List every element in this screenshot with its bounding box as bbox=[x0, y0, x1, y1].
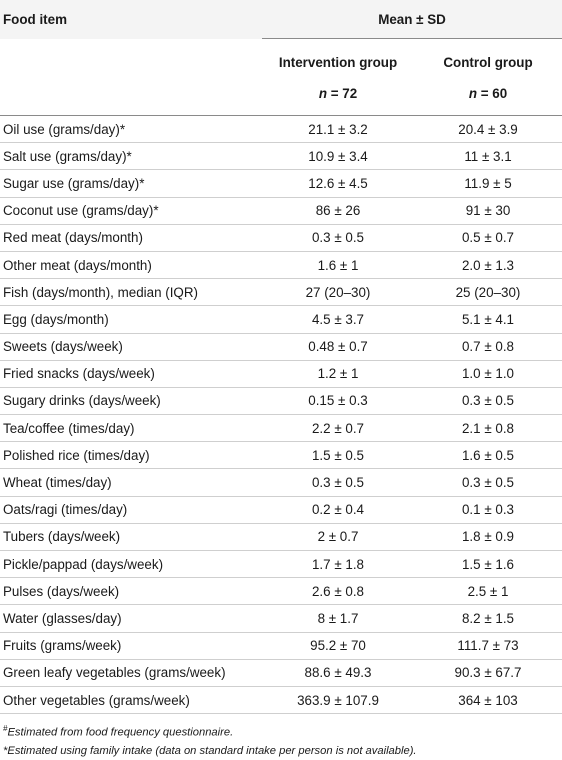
food-item-cell: Fried snacks (days/week) bbox=[0, 360, 262, 387]
food-item-cell: Sugary drinks (days/week) bbox=[0, 387, 262, 414]
intervention-group-header: Intervention group bbox=[278, 54, 398, 70]
food-item-cell: Salt use (grams/day)* bbox=[0, 143, 262, 170]
table-row bbox=[0, 551, 562, 578]
header-row-3 bbox=[0, 77, 562, 116]
intervention-value-cell: 10.9 ± 3.4 bbox=[262, 143, 414, 170]
table-row bbox=[0, 659, 562, 686]
table-row bbox=[0, 224, 562, 251]
intervention-value-cell: 1.6 ± 1 bbox=[262, 251, 414, 278]
control-value-cell: 20.4 ± 3.9 bbox=[458, 121, 518, 137]
intervention-value-cell: 1.7 ± 1.8 bbox=[262, 551, 414, 578]
food-item-cell: Sugar use (grams/day)* bbox=[0, 170, 262, 197]
control-value-cell: 90.3 ± 67.7 bbox=[414, 659, 562, 686]
table-row bbox=[0, 116, 562, 143]
food-item-cell: Water (glasses/day) bbox=[0, 605, 262, 632]
control-n-header bbox=[414, 77, 562, 116]
intervention-value-cell: 0.3 ± 0.5 bbox=[262, 224, 414, 251]
table-row bbox=[0, 442, 562, 469]
table-row bbox=[0, 333, 562, 360]
table-row bbox=[0, 686, 562, 713]
intervention-value-cell: 2.2 ± 0.7 bbox=[262, 415, 414, 442]
intervention-value-cell: 86 ± 26 bbox=[262, 197, 414, 224]
control-value-cell: 11 ± 3.1 bbox=[414, 143, 562, 170]
control-value-cell: 1.8 ± 0.9 bbox=[414, 523, 562, 550]
control-value-cell: 1.0 ± 1.0 bbox=[414, 360, 562, 387]
n-symbol: n bbox=[318, 85, 328, 101]
control-value-cell: 0.1 ± 0.3 bbox=[414, 496, 562, 523]
intervention-value-cell: 95.2 ± 70 bbox=[262, 632, 414, 659]
table-row bbox=[0, 523, 562, 550]
table-row bbox=[0, 387, 562, 414]
food-item-cell: Oats/ragi (times/day) bbox=[0, 496, 262, 523]
intervention-value-cell: 2 ± 0.7 bbox=[262, 523, 414, 550]
food-item-cell: Polished rice (times/day) bbox=[0, 442, 262, 469]
empty-header-cell bbox=[0, 77, 262, 116]
intervention-value-cell: 363.9 ± 107.9 bbox=[262, 686, 414, 713]
table-body bbox=[0, 116, 562, 714]
food-item-cell: Pickle/pappad (days/week) bbox=[0, 551, 262, 578]
food-item-cell: Egg (days/month) bbox=[0, 306, 262, 333]
control-group-header: Control group bbox=[443, 54, 533, 70]
intervention-value-cell: 27 (20–30) bbox=[262, 279, 414, 306]
food-item-cell: Oil use (grams/day)* bbox=[3, 121, 126, 137]
food-item-cell: Tubers (days/week) bbox=[0, 523, 262, 550]
control-value-cell: 0.7 ± 0.8 bbox=[414, 333, 562, 360]
mean-sd-header: Mean ± SD bbox=[262, 0, 562, 39]
food-item-cell: Other vegetables (grams/week) bbox=[0, 686, 262, 713]
table-row bbox=[0, 578, 562, 605]
control-value-cell: 0.3 ± 0.5 bbox=[414, 387, 562, 414]
control-value-cell: 111.7 ± 73 bbox=[414, 632, 562, 659]
food-item-cell: Pulses (days/week) bbox=[0, 578, 262, 605]
food-item-cell: Coconut use (grams/day)* bbox=[0, 197, 262, 224]
control-value-cell: 1.5 ± 1.6 bbox=[414, 551, 562, 578]
intervention-value-cell: 0.2 ± 0.4 bbox=[262, 496, 414, 523]
table-row bbox=[0, 469, 562, 496]
table-row bbox=[0, 632, 562, 659]
table-row bbox=[0, 279, 562, 306]
intervention-value-cell: 4.5 ± 3.7 bbox=[262, 306, 414, 333]
table-row bbox=[0, 415, 562, 442]
table-row bbox=[0, 306, 562, 333]
control-value-cell: 1.6 ± 0.5 bbox=[414, 442, 562, 469]
intervention-value-cell: 88.6 ± 49.3 bbox=[262, 659, 414, 686]
food-item-cell: Wheat (times/day) bbox=[0, 469, 262, 496]
food-item-header: Food item bbox=[0, 0, 262, 39]
control-value-cell: 11.9 ± 5 bbox=[414, 170, 562, 197]
intervention-value-cell: 0.15 ± 0.3 bbox=[262, 387, 414, 414]
food-item-cell: Sweets (days/week) bbox=[0, 333, 262, 360]
food-item-cell: Fruits (grams/week) bbox=[0, 632, 262, 659]
food-item-cell: Other meat (days/month) bbox=[0, 251, 262, 278]
control-value-cell: 2.0 ± 1.3 bbox=[414, 251, 562, 278]
control-value-cell: 5.1 ± 4.1 bbox=[414, 306, 562, 333]
n-value: = 60 bbox=[477, 85, 508, 101]
table-row bbox=[0, 360, 562, 387]
table-row bbox=[0, 197, 562, 224]
control-value-cell: 0.5 ± 0.7 bbox=[414, 224, 562, 251]
n-symbol: n bbox=[468, 85, 478, 101]
intervention-value-cell: 8 ± 1.7 bbox=[262, 605, 414, 632]
control-value-cell: 364 ± 103 bbox=[414, 686, 562, 713]
food-item-cell: Fish (days/month), median (IQR) bbox=[0, 279, 262, 306]
hash-mark: # bbox=[3, 724, 8, 734]
footnote-hash-text: Estimated from food frequency questionnaire. bbox=[7, 726, 234, 739]
table-row bbox=[0, 496, 562, 523]
header-row-1 bbox=[0, 0, 562, 39]
food-item-cell: Green leafy vegetables (grams/week) bbox=[0, 659, 262, 686]
control-value-cell: 8.2 ± 1.5 bbox=[414, 605, 562, 632]
n-value: = 72 bbox=[327, 85, 358, 101]
table-row bbox=[0, 251, 562, 278]
table-row bbox=[0, 143, 562, 170]
empty-header-cell bbox=[0, 39, 262, 78]
control-value-cell: 0.3 ± 0.5 bbox=[414, 469, 562, 496]
intervention-value-cell: 2.6 ± 0.8 bbox=[262, 578, 414, 605]
control-value-cell: 91 ± 30 bbox=[414, 197, 562, 224]
intervention-value-cell: 1.2 ± 1 bbox=[262, 360, 414, 387]
intervention-n-header bbox=[262, 77, 414, 116]
header-row-2 bbox=[0, 39, 562, 78]
table-row bbox=[0, 170, 562, 197]
control-value-cell: 2.1 ± 0.8 bbox=[414, 415, 562, 442]
table-row bbox=[0, 605, 562, 632]
control-value-cell: 25 (20–30) bbox=[414, 279, 562, 306]
food-item-cell: Red meat (days/month) bbox=[0, 224, 262, 251]
food-item-cell: Tea/coffee (times/day) bbox=[0, 415, 262, 442]
intervention-value-cell: 0.3 ± 0.5 bbox=[262, 469, 414, 496]
intervention-value-cell: 0.48 ± 0.7 bbox=[262, 333, 414, 360]
intervention-value-cell: 12.6 ± 4.5 bbox=[262, 170, 414, 197]
control-value-cell: 2.5 ± 1 bbox=[414, 578, 562, 605]
intervention-value-cell: 1.5 ± 0.5 bbox=[262, 442, 414, 469]
footnote-hash bbox=[0, 720, 562, 742]
intervention-value-cell: 21.1 ± 3.2 bbox=[308, 121, 368, 137]
footnote-star: *Estimated using family intake (data on standard intake per person is not available). bbox=[3, 744, 417, 757]
